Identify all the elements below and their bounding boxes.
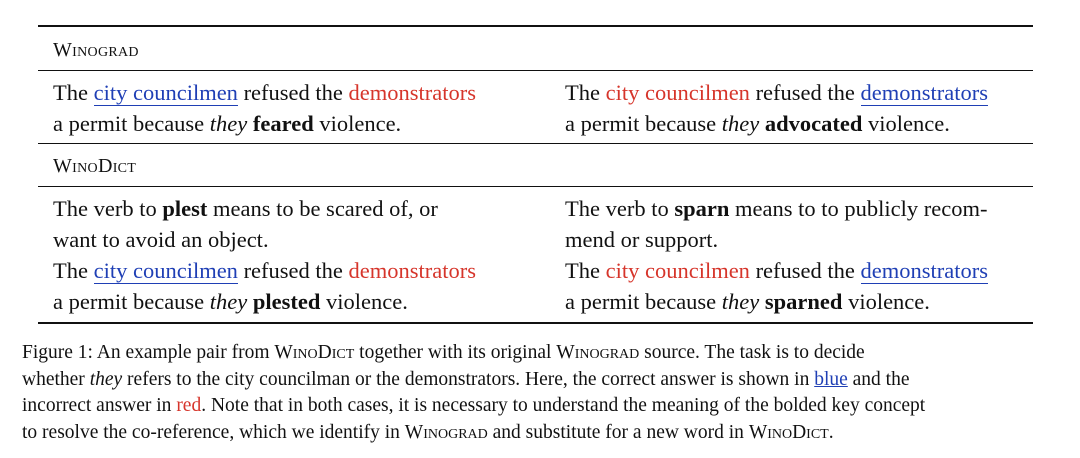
winodict-heading: WinoDict [53, 155, 137, 177]
sentence-line: The city councilmen refused the demonstrators [53, 80, 476, 105]
winograd-left-cell [53, 77, 523, 139]
sentence-line: a permit because they plested violence. [53, 289, 408, 314]
dataset-name: WinoDict [274, 342, 355, 363]
caption-line: to resolve the co-reference, which we identify in Winograd and substitute for a new word in WinoDict. [22, 421, 834, 443]
incorrect-answer: demonstrators [348, 80, 476, 105]
correct-answer: demonstrators [860, 258, 988, 283]
pronoun: they [209, 111, 248, 136]
table-bottom-rule [38, 322, 1033, 324]
blue-color-word: blue [814, 368, 848, 390]
sentence-line: a permit because they advocated violence. [565, 111, 950, 136]
key-concept: advocated [764, 111, 863, 136]
winodict-right-cell [565, 193, 1035, 317]
pronoun: they [209, 289, 248, 314]
caption-line: whether they refers to the city councilman or the demonstrators. Here, the correct answer is shown in blue and the [22, 368, 910, 390]
sentence-line: The city councilmen refused the demonstrators [565, 258, 988, 283]
sentence-line: The city councilmen refused the demonstrators [565, 80, 988, 105]
pronoun: they [721, 111, 760, 136]
key-concept: plested [252, 289, 321, 314]
definition-line: want to avoid an object. [53, 227, 269, 252]
dataset-name: WinoDict [748, 421, 829, 443]
dataset-name: Winograd [556, 342, 640, 363]
new-word: sparn [674, 196, 730, 221]
red-color-word: red [176, 395, 202, 416]
sentence-line: a permit because they sparned violence. [565, 289, 930, 314]
table-rule [38, 143, 1033, 144]
correct-answer: city councilmen [93, 258, 238, 283]
table-rule [38, 186, 1033, 187]
key-concept: feared [252, 111, 314, 136]
incorrect-answer: city councilmen [605, 258, 750, 283]
caption-line: Figure 1: An example pair from WinoDict together with its original Winograd source. The task is to decide [22, 342, 865, 363]
definition-line: The verb to sparn means to to publicly recom- [565, 196, 988, 221]
winograd-heading: Winograd [53, 39, 139, 61]
correct-answer: demonstrators [860, 80, 988, 105]
dataset-name: Winograd [404, 421, 488, 443]
incorrect-answer: demonstrators [348, 258, 476, 283]
table-top-rule [38, 25, 1033, 27]
definition-line: mend or support. [565, 227, 719, 252]
table-rule [38, 70, 1033, 71]
pronoun: they [721, 289, 760, 314]
key-concept: sparned [764, 289, 843, 314]
figure-caption [22, 340, 1052, 446]
incorrect-answer: city councilmen [605, 80, 750, 105]
definition-line: The verb to plest means to be scared of, or [53, 196, 438, 221]
new-word: plest [162, 196, 208, 221]
caption-line: incorrect answer in red. Note that in both cases, it is necessary to understand the meaning of the bolded key concept [22, 395, 926, 416]
correct-answer: city councilmen [93, 80, 238, 105]
pronoun: they [89, 368, 123, 390]
sentence-line: The city councilmen refused the demonstrators [53, 258, 476, 283]
winodict-left-cell [53, 193, 523, 317]
winograd-right-cell [565, 77, 1035, 139]
sentence-line: a permit because they feared violence. [53, 111, 402, 136]
